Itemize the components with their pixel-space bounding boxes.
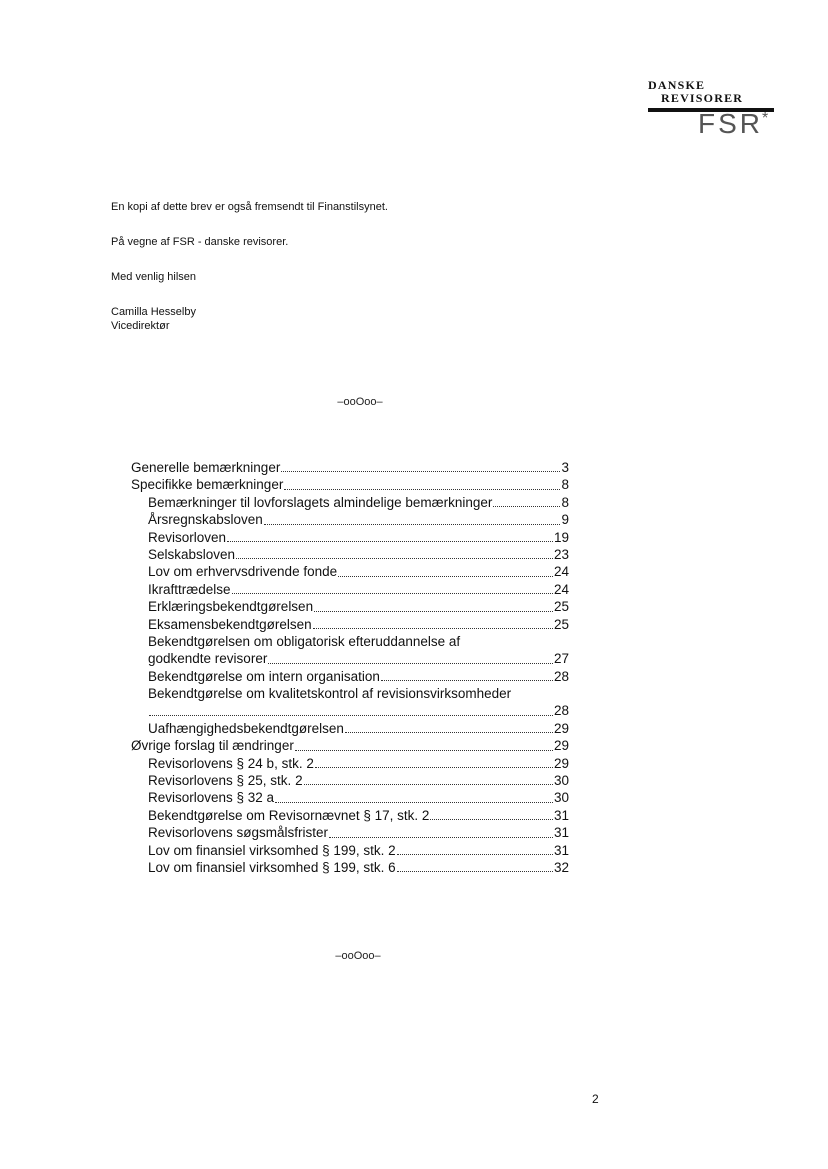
toc-entry-title: Revisorlovens § 25, stk. 2	[148, 773, 303, 789]
toc-entry-title: Bemærkninger til lovforslagets almindelige bemærkninger	[148, 494, 493, 510]
fsr-logo	[648, 78, 774, 140]
toc-entry[interactable]	[131, 842, 569, 859]
toc-entry[interactable]	[131, 616, 569, 633]
toc-entry-page: 30	[553, 790, 569, 806]
toc-entry[interactable]	[131, 650, 569, 667]
separator-top: –ooOoo–	[337, 396, 383, 408]
toc-entry-title: Erklæringsbekendtgørelsen	[148, 599, 314, 615]
toc-entry-page: 23	[553, 546, 569, 562]
toc-entry-page: 32	[553, 859, 569, 875]
toc-entry[interactable]	[131, 755, 569, 772]
toc-dot-leader	[264, 524, 561, 525]
toc-entry-page: 29	[553, 720, 569, 736]
toc-dot-leader	[232, 593, 553, 594]
copy-note: En kopi af dette brev er også fremsendt til Finanstilsynet.	[111, 201, 388, 213]
toc-entry-title: Eksamensbekendtgørelsen	[148, 616, 312, 632]
toc-entry[interactable]	[131, 720, 569, 737]
toc-entry-title: Bekendtgørelse om intern organisation	[148, 668, 380, 684]
toc-dot-leader	[149, 715, 553, 716]
toc-dot-leader	[493, 506, 560, 507]
toc-dot-leader	[430, 819, 553, 820]
letter-closing	[111, 200, 388, 333]
logo-text-revisorer: REVISORER	[661, 91, 744, 105]
toc-entry-page: 31	[553, 842, 569, 858]
toc-entry-page: 25	[553, 616, 569, 632]
toc-dot-leader	[284, 489, 560, 490]
toc-entry-page: 25	[553, 599, 569, 615]
toc-entry[interactable]	[131, 789, 569, 806]
toc-entry[interactable]	[131, 581, 569, 598]
toc-entry[interactable]	[131, 772, 569, 789]
toc-entry-page: 31	[553, 825, 569, 841]
toc-entry-title: Årsregnskabsloven	[148, 512, 263, 528]
toc-entry[interactable]	[131, 737, 569, 754]
toc-entry-title-line1: Bekendtgørelsen om obligatorisk efteruddannelse af	[148, 633, 461, 649]
toc-entry[interactable]	[131, 511, 569, 528]
toc-entry-title: Lov om finansiel virksomhed § 199, stk. 2	[148, 842, 396, 858]
separator-bottom: –ooOoo–	[335, 950, 381, 962]
toc-entry[interactable]	[131, 807, 569, 824]
page-number: 2	[592, 1092, 599, 1106]
signer-title: Vicedirektør	[111, 320, 170, 332]
logo-text-danske: DANSKE	[648, 78, 706, 92]
toc-entry-title: Selskabsloven	[148, 546, 236, 562]
toc-dot-leader	[281, 471, 560, 472]
toc-dot-leader	[275, 802, 553, 803]
toc-entry-title: Specifikke bemærkninger	[131, 477, 284, 493]
toc-entry-title: Bekendtgørelse om Revisornævnet § 17, stk. 2	[148, 807, 430, 823]
toc-entry-page: 30	[553, 773, 569, 789]
table-of-contents	[131, 459, 569, 876]
toc-dot-leader	[304, 784, 553, 785]
toc-entry-page: 24	[553, 581, 569, 597]
toc-entry[interactable]	[131, 459, 569, 476]
toc-entry-title: Revisorlovens søgsmålsfrister	[148, 825, 329, 841]
signer-name: Camilla Hesselby	[111, 306, 196, 318]
toc-entry-page: 29	[553, 755, 569, 771]
toc-dot-leader	[315, 767, 553, 768]
toc-entry-page: 3	[561, 460, 569, 475]
toc-entry[interactable]	[131, 824, 569, 841]
toc-entry-page: 29	[553, 738, 569, 754]
toc-dot-leader	[295, 750, 553, 751]
toc-entry-title: Ikrafttrædelse	[148, 581, 231, 597]
toc-entry-title: Revisorloven	[148, 529, 227, 545]
toc-dot-leader	[268, 663, 553, 664]
toc-entry[interactable]	[131, 702, 569, 719]
toc-entry-page: 8	[561, 494, 569, 510]
toc-entry[interactable]	[131, 529, 569, 546]
toc-entry-page: 8	[561, 477, 569, 493]
toc-entry-page: 31	[553, 807, 569, 823]
toc-dot-leader	[397, 871, 553, 872]
toc-entry[interactable]	[131, 598, 569, 615]
behalf-line: På vegne af FSR - danske revisorer.	[111, 236, 289, 248]
toc-dot-leader	[338, 576, 553, 577]
toc-entry-page: 9	[561, 512, 569, 528]
toc-dot-leader	[397, 854, 553, 855]
toc-entry-page: 28	[553, 703, 569, 719]
logo-mark-fsr: FSR	[698, 108, 763, 139]
toc-entry-title: Uafhængighedsbekendtgørelsen	[148, 720, 344, 736]
toc-entry-page: 28	[553, 668, 569, 684]
toc-entry-page: 27	[553, 651, 569, 667]
toc-entry[interactable]	[131, 546, 569, 563]
toc-entry[interactable]	[131, 494, 569, 511]
toc-entry-title-line1: Bekendtgørelse om kvalitetskontrol af revisionsvirksomheder	[148, 686, 512, 702]
toc-dot-leader	[236, 558, 553, 559]
toc-dot-leader	[227, 541, 553, 542]
toc-entry-title: godkendte revisorer	[148, 651, 268, 667]
toc-entry-page: 19	[553, 529, 569, 545]
toc-dot-leader	[314, 611, 553, 612]
toc-dot-leader	[313, 628, 553, 629]
toc-entry[interactable]	[131, 668, 569, 685]
toc-entry-title: Generelle bemærkninger	[131, 460, 281, 475]
greeting: Med venlig hilsen	[111, 271, 196, 283]
logo-star-icon: *	[762, 110, 769, 127]
toc-entry-title: Lov om finansiel virksomhed § 199, stk. 6	[148, 859, 396, 875]
toc-entry-page: 24	[553, 564, 569, 580]
toc-dot-leader	[329, 837, 553, 838]
toc-entry-title: Revisorlovens § 24 b, stk. 2	[148, 755, 314, 771]
toc-entry[interactable]	[131, 476, 569, 493]
toc-dot-leader	[381, 680, 553, 681]
toc-entry-title: Lov om erhvervsdrivende fonde	[148, 564, 338, 580]
toc-entry[interactable]	[131, 859, 569, 876]
toc-dot-leader	[345, 732, 553, 733]
toc-entry[interactable]	[131, 563, 569, 580]
toc-entry-title: Revisorlovens § 32 a	[148, 790, 275, 806]
toc-entry-title: Øvrige forslag til ændringer	[131, 738, 294, 754]
